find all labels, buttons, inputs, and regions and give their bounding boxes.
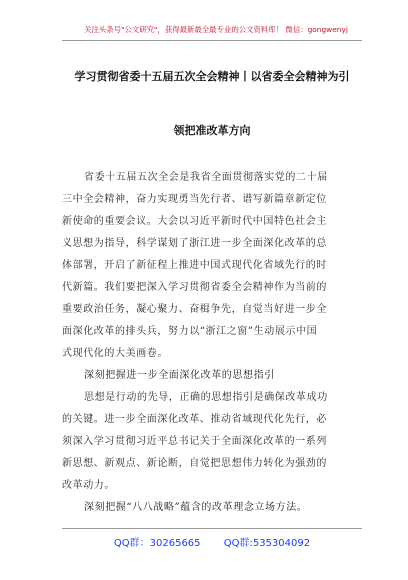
footer-divider — [62, 528, 362, 529]
paragraph-line: 义思想为指导，科学谋划了浙江进一步全面深化改革的总 — [62, 238, 327, 249]
footer-qq-group-1: QQ群：30265665 — [113, 538, 201, 549]
footer-contact — [62, 534, 362, 549]
paragraph-line: 重要政治任务，凝心聚力、奋楫争先，自觉当好进一步全 — [62, 304, 327, 315]
paragraph-line: 新思想、新观点、新论断，自觉把思想伟力转化为强劲的 — [62, 458, 327, 469]
paragraph-line: 新使命的重要会议。大会以习近平新时代中国特色社会主 — [62, 216, 327, 227]
paragraph-line: 的关键。进一步全面深化改革、推动省域现代化先行，必 — [62, 414, 327, 425]
paragraph-line: 思想是行动的先导，正确的思想指引是确保改革成功 — [84, 392, 328, 403]
paragraph-line: 体部署，开启了新征程上推进中国式现代化省域先行的时 — [62, 260, 327, 271]
paragraph-line: 省委十五届五次全会是我省全面贯彻落实党的二十届 — [84, 172, 328, 183]
paragraph-line: 改革动力。 — [62, 480, 115, 491]
paragraph-line: 三中全会精神，奋力实现勇当先行者、谱写新篇章新定位 — [62, 194, 327, 205]
paragraph-line: 式现代化的大美画卷。 — [62, 348, 168, 359]
paragraph-line: 代新篇。我们要把深入学习贯彻省委全会精神作为当前的 — [62, 282, 327, 293]
document-title-line-1: 学习贯彻省委十五届五次全会精神丨以省委全会精神为引 — [74, 70, 350, 83]
header-notice: 关注头条号"公文研究"，获得最新最全最专业的公文资料库！ 微信：gongwenyj — [84, 25, 348, 34]
document-title-line-2: 领把准改革方向 — [173, 124, 251, 137]
footer-qq-group-2: QQ群:535304092 — [223, 538, 311, 549]
header-divider — [62, 40, 362, 41]
paragraph-line: 面深化改革的排头兵，努力以“浙江之窗”生动展示中国 — [62, 326, 318, 337]
section-subheading: 深刻把握进一步全面深化改革的思想指引 — [84, 370, 275, 381]
paragraph-line: 须深入学习贯彻习近平总书记关于全面深化改革的一系列 — [62, 436, 327, 447]
section-subheading: 深刻把握“八八战略”蕴含的改革理念立场方法。 — [84, 502, 308, 513]
